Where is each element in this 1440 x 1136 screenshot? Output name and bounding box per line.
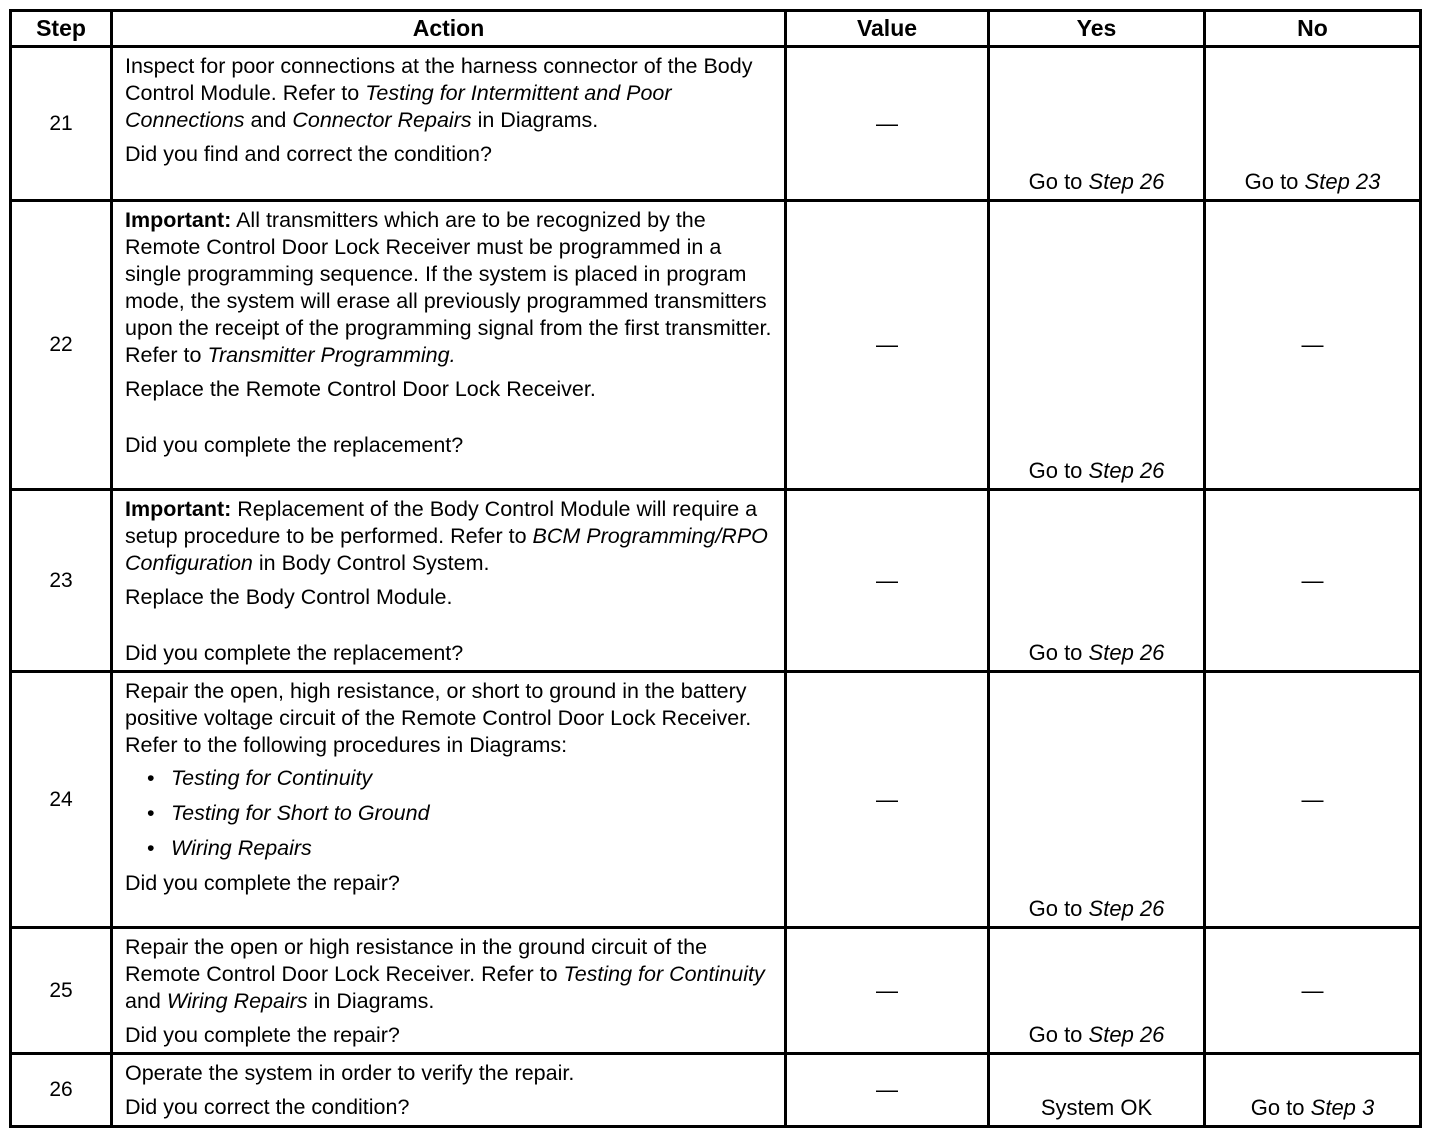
no-cell: — [1205,490,1421,672]
yes-cell: System OK [989,1054,1205,1127]
diagnostic-table [9,9,1422,1128]
action-question: Did you complete the replacement? [125,641,464,665]
action-question: Did you complete the repair? [125,1023,400,1047]
table-row-step-24 [11,672,1421,928]
no-cell: — [1205,928,1421,1054]
list-item: • Wiring Repairs [147,836,312,860]
header-step: Step [11,11,112,47]
action-cell [112,672,786,928]
header-action: Action [112,11,786,47]
yes-cell: Go to Step 26 [989,201,1205,490]
value-cell: — [786,47,989,201]
value-cell: — [786,928,989,1054]
action-instruction: Replace the Remote Control Door Lock Receiver. [125,377,596,401]
important-note: Important: All transmitters which are to be recognized by the Remote Control Door Lock Receiver must be programmed in a single programming sequence. If the system is placed in program mode, the system will erase all previously programmed transmitters upon the receipt of the programming signal from the first transmitter. Refer to Transmitter Programming. [125,208,772,367]
no-step-link[interactable]: Step 23 [1304,169,1381,194]
yes-step-link[interactable]: Step 26 [1088,458,1165,483]
no-cell: — [1205,672,1421,928]
action-cell [112,47,786,201]
yes-cell: Go to Step 26 [989,47,1205,201]
step-number: 21 [11,47,112,201]
value-cell: — [786,490,989,672]
no-cell: — [1205,201,1421,490]
bullet-icon: • [147,801,155,825]
action-cell [112,490,786,672]
no-cell: Go to Step 3 [1205,1054,1421,1127]
action-question: Did you find and correct the condition? [125,142,492,166]
procedure-list [125,765,774,862]
header-yes: Yes [989,11,1205,47]
value-cell: — [786,672,989,928]
yes-step-link[interactable]: Step 26 [1088,1022,1165,1047]
list-item: • Testing for Short to Ground [147,801,430,825]
yes-step-link[interactable]: Step 26 [1088,640,1165,665]
table-row-step-21 [11,47,1421,201]
yes-cell: Go to Step 26 [989,672,1205,928]
bullet-icon: • [147,836,155,860]
header-value: Value [786,11,989,47]
action-question: Did you correct the condition? [125,1095,410,1119]
action-cell [112,1054,786,1127]
no-cell: Go to Step 23 [1205,47,1421,201]
yes-step-link[interactable]: Step 26 [1088,896,1165,921]
action-text: Inspect for poor connections at the harness connector of the Body Control Module. Refer to Testing for Intermittent and Poor Connections and Connector Repairs in Diagrams. [125,54,753,132]
header-row [11,11,1421,47]
action-text: Repair the open, high resistance, or short to ground in the battery positive voltage circuit of the Remote Control Door Lock Receiver. Refer to the following procedures in Diagrams: [125,679,752,757]
action-text: Repair the open or high resistance in the ground circuit of the Remote Control Door Lock Receiver. Refer to Testing for Continuity and Wiring Repairs in Diagrams. [125,935,765,1013]
action-question: Did you complete the replacement? [125,433,464,457]
bullet-icon: • [147,766,155,790]
step-number: 25 [11,928,112,1054]
table-row-step-22 [11,201,1421,490]
action-question: Did you complete the repair? [125,871,400,895]
action-cell [112,201,786,490]
yes-cell: Go to Step 26 [989,490,1205,672]
value-cell: — [786,1054,989,1127]
table-row-step-26 [11,1054,1421,1127]
yes-cell: Go to Step 26 [989,928,1205,1054]
table-row-step-25 [11,928,1421,1054]
important-note: Important: Replacement of the Body Control Module will require a setup procedure to be performed. Refer to BCM Programming/RPO Configuration in Body Control System. [125,497,768,575]
action-instruction: Replace the Body Control Module. [125,585,453,609]
yes-step-link[interactable]: Step 26 [1088,169,1165,194]
step-number: 23 [11,490,112,672]
step-number: 24 [11,672,112,928]
step-number: 22 [11,201,112,490]
action-cell [112,928,786,1054]
action-instruction: Operate the system in order to verify the repair. [125,1061,575,1085]
step-number: 26 [11,1054,112,1127]
table-row-step-23 [11,490,1421,672]
list-item: • Testing for Continuity [147,766,373,790]
value-cell: — [786,201,989,490]
no-step-link[interactable]: Step 3 [1310,1095,1375,1120]
header-no: No [1205,11,1421,47]
